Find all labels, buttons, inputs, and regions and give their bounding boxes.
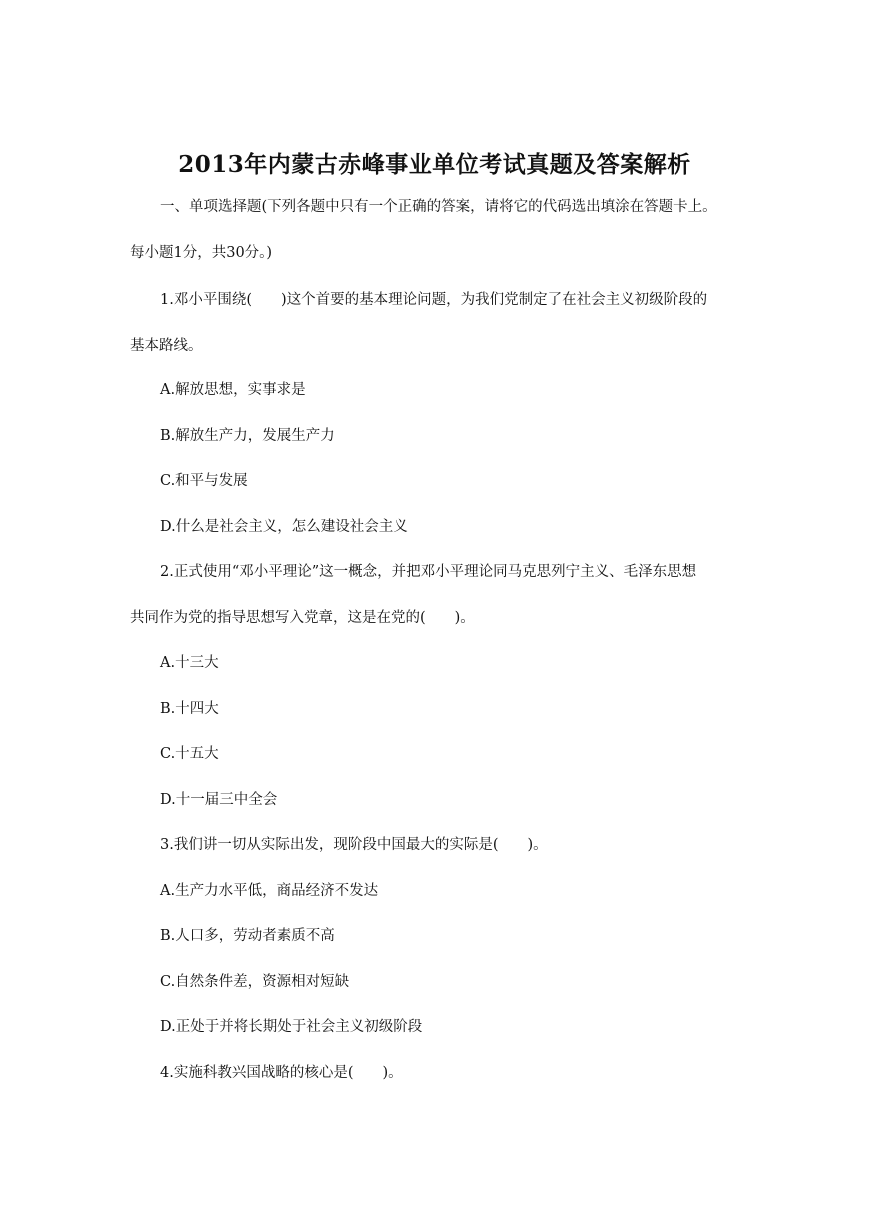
question-1-stem-continued: 基本路线。 [130,338,203,354]
document-title: 2013年内蒙古赤峰事业单位考试真题及答案解析 [178,151,691,178]
question-2-option-d: D.十一届三中全会 [160,792,278,808]
question-3-option-a: A.生产力水平低，商品经济不发达 [160,883,379,899]
question-4-stem: 4.实施科教兴国战略的核心是( )。 [160,1065,403,1081]
question-2-stem-continued: 共同作为党的指导思想写入党章，这是在党的( )。 [130,610,475,626]
question-2-option-c: C.十五大 [160,746,219,762]
question-2-option-b: B.十四大 [160,701,219,717]
question-3-option-d: D.正处于并将长期处于社会主义初级阶段 [160,1019,423,1035]
question-3-stem: 3.我们讲一切从实际出发，现阶段中国最大的实际是( )。 [160,837,548,853]
question-2-stem: 2.正式使用“邓小平理论”这一概念，并把邓小平理论同马克思列宁主义、毛泽东思想 [160,564,697,580]
question-1-option-d: D.什么是社会主义，怎么建设社会主义 [160,519,408,535]
question-3-option-b: B.人口多，劳动者素质不高 [160,928,335,944]
question-2-option-a: A.十三大 [160,655,219,671]
section-intro: 一、单项选择题(下列各题中只有一个正确的答案，请将它的代码选出填涂在答题卡上。 [160,199,717,215]
question-1-stem: 1.邓小平围绕( )这个首要的基本理论问题，为我们党制定了在社会主义初级阶段的 [160,292,708,308]
question-1-option-a: A.解放思想，实事求是 [160,382,306,398]
section-intro-continued: 每小题1分，共30分。) [130,245,273,261]
question-1-option-c: C.和平与发展 [160,473,248,489]
question-1-option-b: B.解放生产力，发展生产力 [160,428,335,444]
question-3-option-c: C.自然条件差，资源相对短缺 [160,974,350,990]
